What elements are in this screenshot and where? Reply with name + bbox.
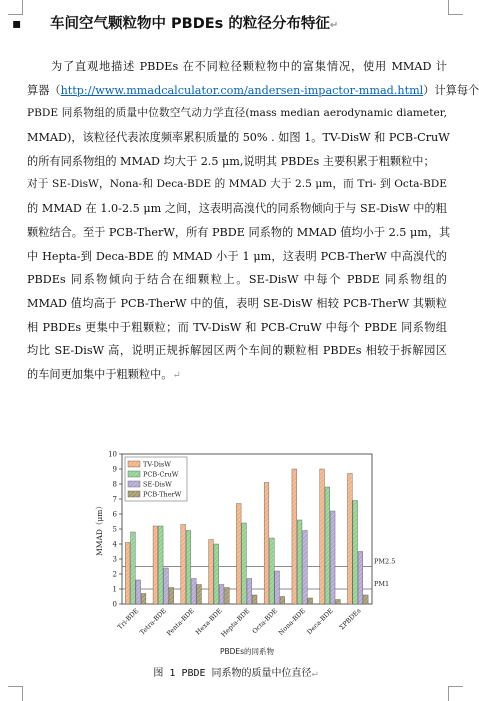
corner-mark-top-left [8,0,23,15]
bar-se-disw-deca-bde [330,511,335,604]
para-line-10: PBDEs 同系物倾向于结合在细颗粒上。SE-DisW 中每个 PBDE 同系物组的 [27,273,447,287]
corner-mark-top-right [448,0,463,15]
x-tick-label: Nona-BDE [276,606,307,637]
legend-label: SE-DisW [143,480,172,489]
x-axis-label: PBDEs的同系物 [219,647,275,656]
para-line-4: MMAD)，该粒径代表浓度频率累积质量的 50% . 如图 1。TV-DisW 和 PCB-CruW [27,131,450,145]
legend-swatch [128,481,140,487]
para-line-2-end: ）计算每个 [423,83,479,97]
mmad-bar-chart[interactable] [90,448,396,658]
bar-pcb-therw-penta-bde [197,585,202,605]
bar-se-disw-octa-bde [275,571,280,604]
y-axis-label: MMAD（μm） [95,502,104,556]
para-line-2 [27,79,479,103]
bar-se-disw-hexa-bde [219,585,224,605]
bar-pcb-therw-octa-bde [280,597,285,605]
paragraph-mark: ↵ [311,668,318,679]
bar-tv-disw-tetra-bde [153,526,158,604]
body-paragraph[interactable] [27,55,479,387]
bar-tv-disw-σpbdes [348,474,353,605]
mmad-calculator-link[interactable]: http://www.mmadcalculator.com/andersen-impactor-mmad.html [60,83,424,97]
x-tick-label: Penta-BDE [165,606,196,638]
legend-label: PCB-CruW [143,470,179,479]
x-tick-label: ΣPBDEs [337,606,363,632]
bar-se-disw-σpbdes [358,552,363,605]
x-tick-label: Tetra-BDE [138,606,169,637]
legend-swatch [128,471,140,477]
y-tick-label: 8 [112,480,117,489]
bar-pcb-therw-hepta-bde [252,595,257,604]
y-tick-label: 10 [108,450,117,459]
y-tick-label: 7 [112,495,117,504]
x-tick-label: Hexa-BDE [193,606,224,637]
legend-label: PCB-TherW [143,490,182,499]
para-line-13: 均比 SE-DisW 高，说明正规拆解园区两个车间的颗粒相 PBDEs 相较于拆解园区 [27,344,447,358]
para-line-6: 对于 SE-DisW，Nona-和 Deca-BDE 的 MMAD 大于 2.5 μm，而 Tri- 到 Octa-BDE [27,178,447,191]
y-tick-label: 9 [112,465,117,474]
bar-pcb-therw-tetra-bde [169,588,174,605]
bar-pcb-therw-hexa-bde [225,588,230,605]
y-tick-label: 0 [112,600,117,609]
bar-pcb-therw-tri-bde [141,594,146,605]
bar-tv-disw-penta-bde [181,525,186,605]
y-tick-label: 4 [112,540,117,549]
legend-label: TV-DisW [143,460,171,469]
bar-se-disw-nona-bde [303,531,308,605]
bar-se-disw-tetra-bde [164,568,169,604]
bar-pcb-therw-deca-bde [336,600,341,605]
x-tick-label: Hepta-BDE [219,606,252,639]
bar-pcb-cruw-σpbdes [353,501,358,605]
x-tick-label: Tri-BDE [115,606,141,632]
bar-se-disw-tri-bde [136,580,141,604]
bar-tv-disw-nona-bde [292,469,297,604]
y-tick-label: 3 [112,555,117,564]
para-line-14 [27,363,447,387]
para-line-12: 相 PBDEs 更集中于粗颗粒；而 TV-DisW 和 PCB-CruW 中每个 PBDE 同系物组 [27,320,447,334]
para-line-8: 颗粒结合。至于 PCB-TherW，所有 PBDE 同系物的 MMAD 值均小于 2.5 μm，其 [27,225,451,239]
bar-pcb-cruw-tetra-bde [158,526,163,604]
para-line-11: MMAD 值均高于 PCB-TherW 中的值，表明 SE-DisW 相较 PCB-TherW 其颗粒 [27,296,447,310]
para-line-2-start: 算器（ [27,83,61,97]
legend-swatch [128,491,140,497]
x-tick-label: Deca-BDE [305,606,335,637]
reference-line-label: PM1 [374,580,390,588]
para-line-5: 的所有同系物组的 MMAD 均大于 2.5 μm,说明其 PBDEs 主要积累于粗颗粒中； [27,154,435,168]
para-line-7: 的 MMAD 在 1.0-2.5 μm 之间，这表明高溴代的同系物倾向于与 SE-DisW 中的粗 [27,202,447,216]
para-line-3: PBDE 同系物组的质量中位数空气动力学直径(mass median aerodynamic diameter, [27,107,447,120]
heading-text: 车间空气颗粒物中 PBDEs 的粒径分布特征 [50,16,330,32]
bar-pcb-cruw-nona-bde [297,520,302,604]
bar-pcb-cruw-hepta-bde [242,523,247,604]
y-tick-label: 5 [112,525,117,534]
bar-tv-disw-deca-bde [320,469,325,604]
corner-mark-bottom-right [448,686,463,701]
caption-text: 图 1 PBDE 同系物的质量中位直径 [153,668,312,679]
reference-line-label: PM2.5 [374,557,396,566]
bar-pcb-cruw-tri-bde [131,532,136,604]
bar-tv-disw-octa-bde [264,483,269,605]
paragraph-mark: ↵ [329,20,339,31]
para-line-1: 为了直观地描述 PBDEs 在不同粒径颗粒物中的富集情况，使用 MMAD 计 [51,60,447,73]
corner-mark-bottom-left [8,686,23,701]
heading-bullet: ▪ [12,16,22,32]
bar-se-disw-hepta-bde [247,579,252,605]
y-tick-label: 1 [112,585,117,594]
bar-se-disw-penta-bde [191,579,196,605]
y-tick-label: 2 [112,570,117,579]
bar-tv-disw-hexa-bde [209,540,214,605]
section-heading[interactable] [50,12,338,33]
bar-tv-disw-hepta-bde [236,504,241,605]
bar-pcb-therw-σpbdes [363,595,368,604]
x-tick-label: Octa-BDE [250,606,280,636]
bar-pcb-cruw-penta-bde [186,531,191,605]
paragraph-mark: ↵ [172,369,181,381]
y-tick-label: 6 [112,510,117,519]
bar-pcb-cruw-octa-bde [269,538,274,604]
bar-tv-disw-tri-bde [125,543,130,605]
figure-caption [0,664,471,679]
bar-pcb-cruw-deca-bde [325,487,330,604]
para-line-9: 中 Hepta-到 Deca-BDE 的 MMAD 小于 1 μm，这表明 PCB-TherW 中高溴代的 [27,249,447,263]
legend-swatch [128,461,140,467]
bar-pcb-cruw-hexa-bde [214,544,219,604]
para-line-14-text: 的车间更加集中于粗颗粒中。 [27,367,173,381]
bar-pcb-therw-nona-bde [308,598,313,604]
